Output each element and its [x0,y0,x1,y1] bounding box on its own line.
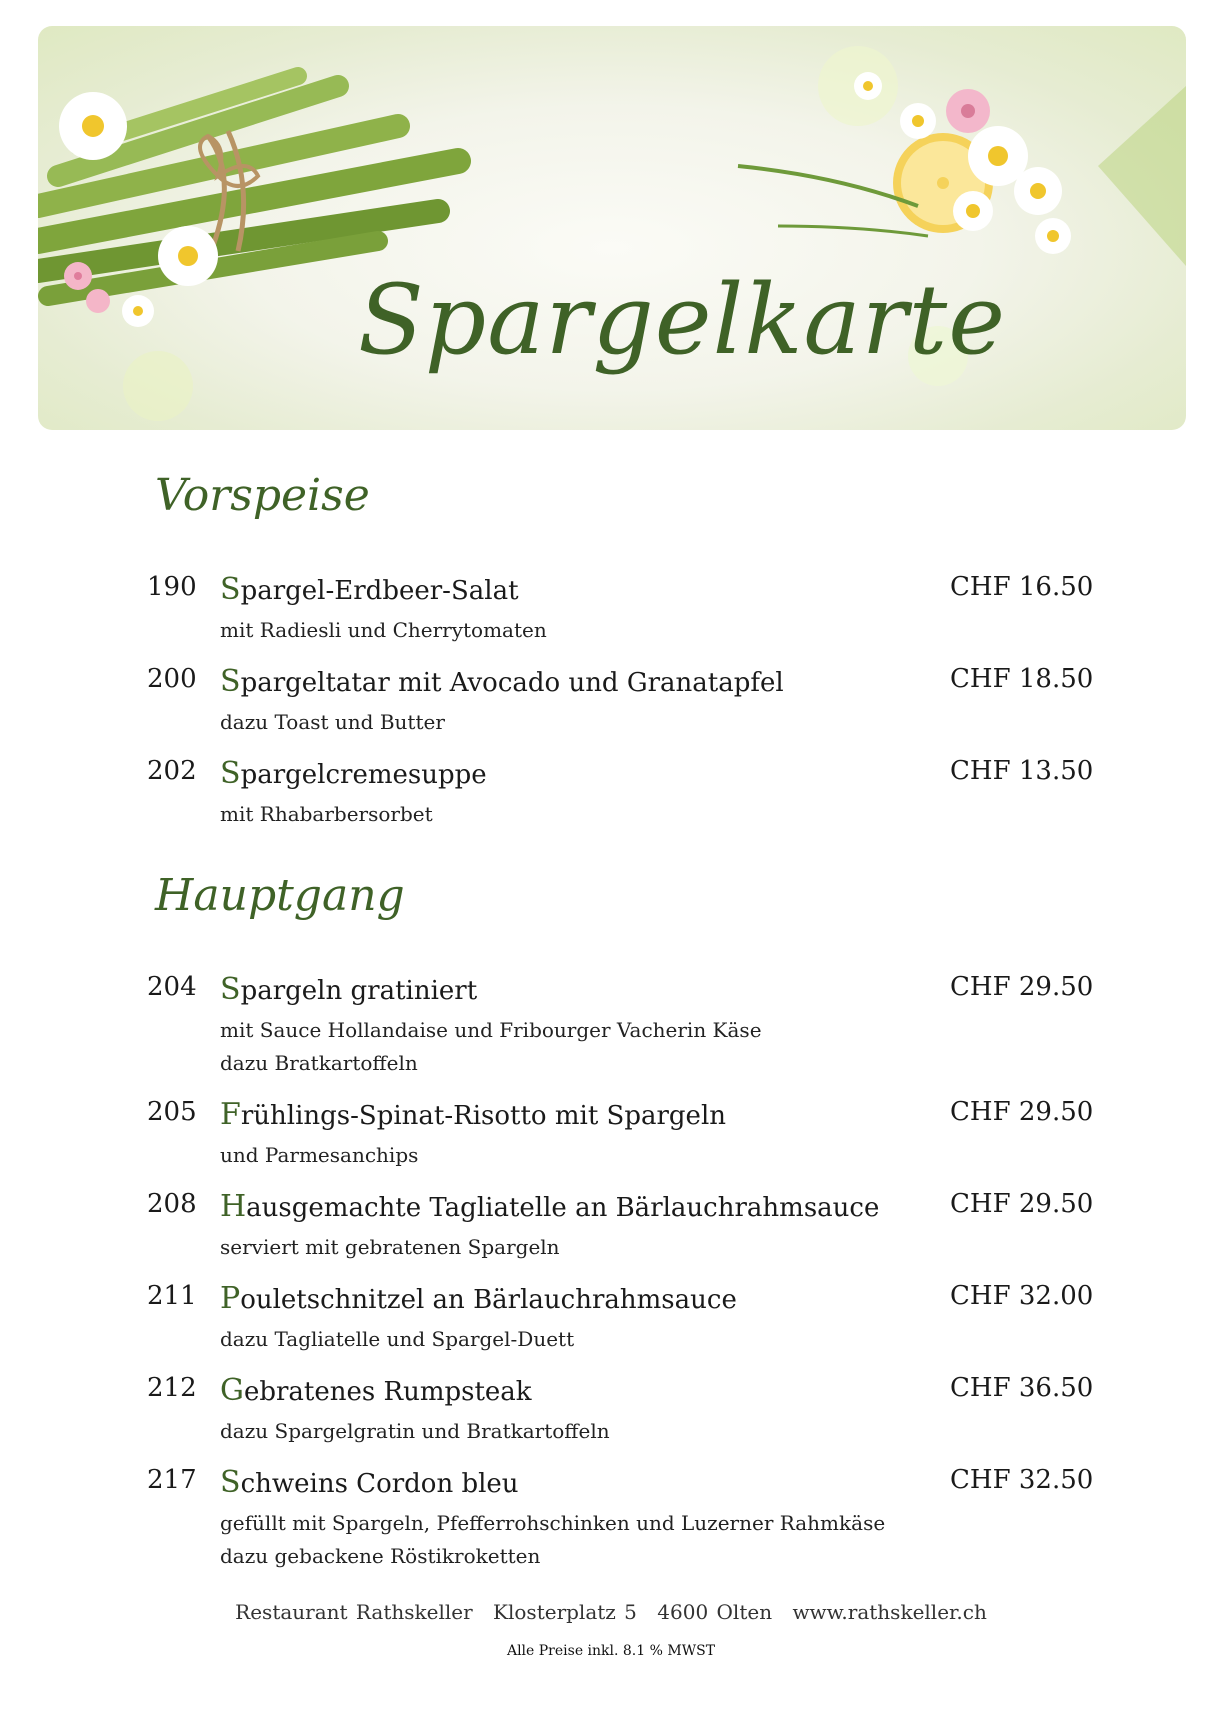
item-number: 208 [147,1189,197,1219]
item-description: mit Radiesli und Cherrytomaten [220,618,547,642]
street-address: Klosterplatz 5 [493,1600,637,1624]
header-banner [38,26,1186,430]
item-description: gefüllt mit Spargeln, Pfefferrohschinken und Luzerner Rahmkäse dazu gebackene Röstikroketten [220,1511,886,1568]
item-number: 217 [147,1465,197,1495]
item-price: CHF 13.50 [950,756,1094,786]
item-name: Frühlings-Spinat-Risotto mit Spargeln [220,1097,727,1132]
item-number: 200 [147,664,197,694]
item-price: CHF 29.50 [950,1189,1094,1219]
item-description: dazu Toast und Butter [220,710,445,734]
item-number: 212 [147,1373,197,1403]
item-description: mit Sauce Hollandaise und Fribourger Vacherin Käse dazu Bratkartoffeln [220,1018,762,1075]
item-number: 202 [147,756,197,786]
item-name: Spargeln gratiniert [220,972,478,1007]
vat-note: Alle Preise inkl. 8.1 % MWST [506,1643,716,1659]
item-price: CHF 36.50 [950,1373,1094,1403]
item-description: serviert mit gebratenen Spargeln [220,1235,560,1259]
item-name: Gebratenes Rumpsteak [220,1373,532,1408]
item-description: mit Rhabarbersorbet [220,802,433,826]
city: 4600 Olten [657,1600,773,1624]
item-description: und Parmesanchips [220,1143,419,1167]
item-price: CHF 32.50 [950,1465,1094,1495]
section-title-vorspeise: Vorspeise [155,470,370,521]
item-number: 190 [147,572,197,602]
item-name: Spargeltatar mit Avocado und Granatapfel [220,664,784,699]
item-price: CHF 29.50 [950,972,1094,1002]
item-name: Pouletschnitzel an Bärlauchrahmsauce [220,1281,737,1316]
item-price: CHF 16.50 [950,572,1094,602]
item-description: dazu Tagliatelle und Spargel-Duett [220,1327,575,1351]
section-title-hauptgang: Hauptgang [155,870,405,921]
item-description: dazu Spargelgratin und Bratkartoffeln [220,1419,610,1443]
page-title: Spargelkarte [358,264,1006,376]
item-price: CHF 32.00 [950,1281,1094,1311]
item-name: Spargel-Erdbeer-Salat [220,572,519,607]
footer-address [0,1600,1222,1624]
item-number: 204 [147,972,197,1002]
website-link[interactable]: www.rathskeller.ch [792,1600,987,1624]
flowers-lemon-icon [738,72,1186,266]
item-number: 205 [147,1097,197,1127]
item-name: Hausgemachte Tagliatelle an Bärlauchrahmsauce [220,1189,880,1224]
item-name: Schweins Cordon bleu [220,1465,519,1500]
item-number: 211 [147,1281,197,1311]
item-price: CHF 29.50 [950,1097,1094,1127]
restaurant-name: Restaurant Rathskeller [235,1600,473,1624]
item-name: Spargelcremesuppe [220,756,487,791]
item-price: CHF 18.50 [950,664,1094,694]
